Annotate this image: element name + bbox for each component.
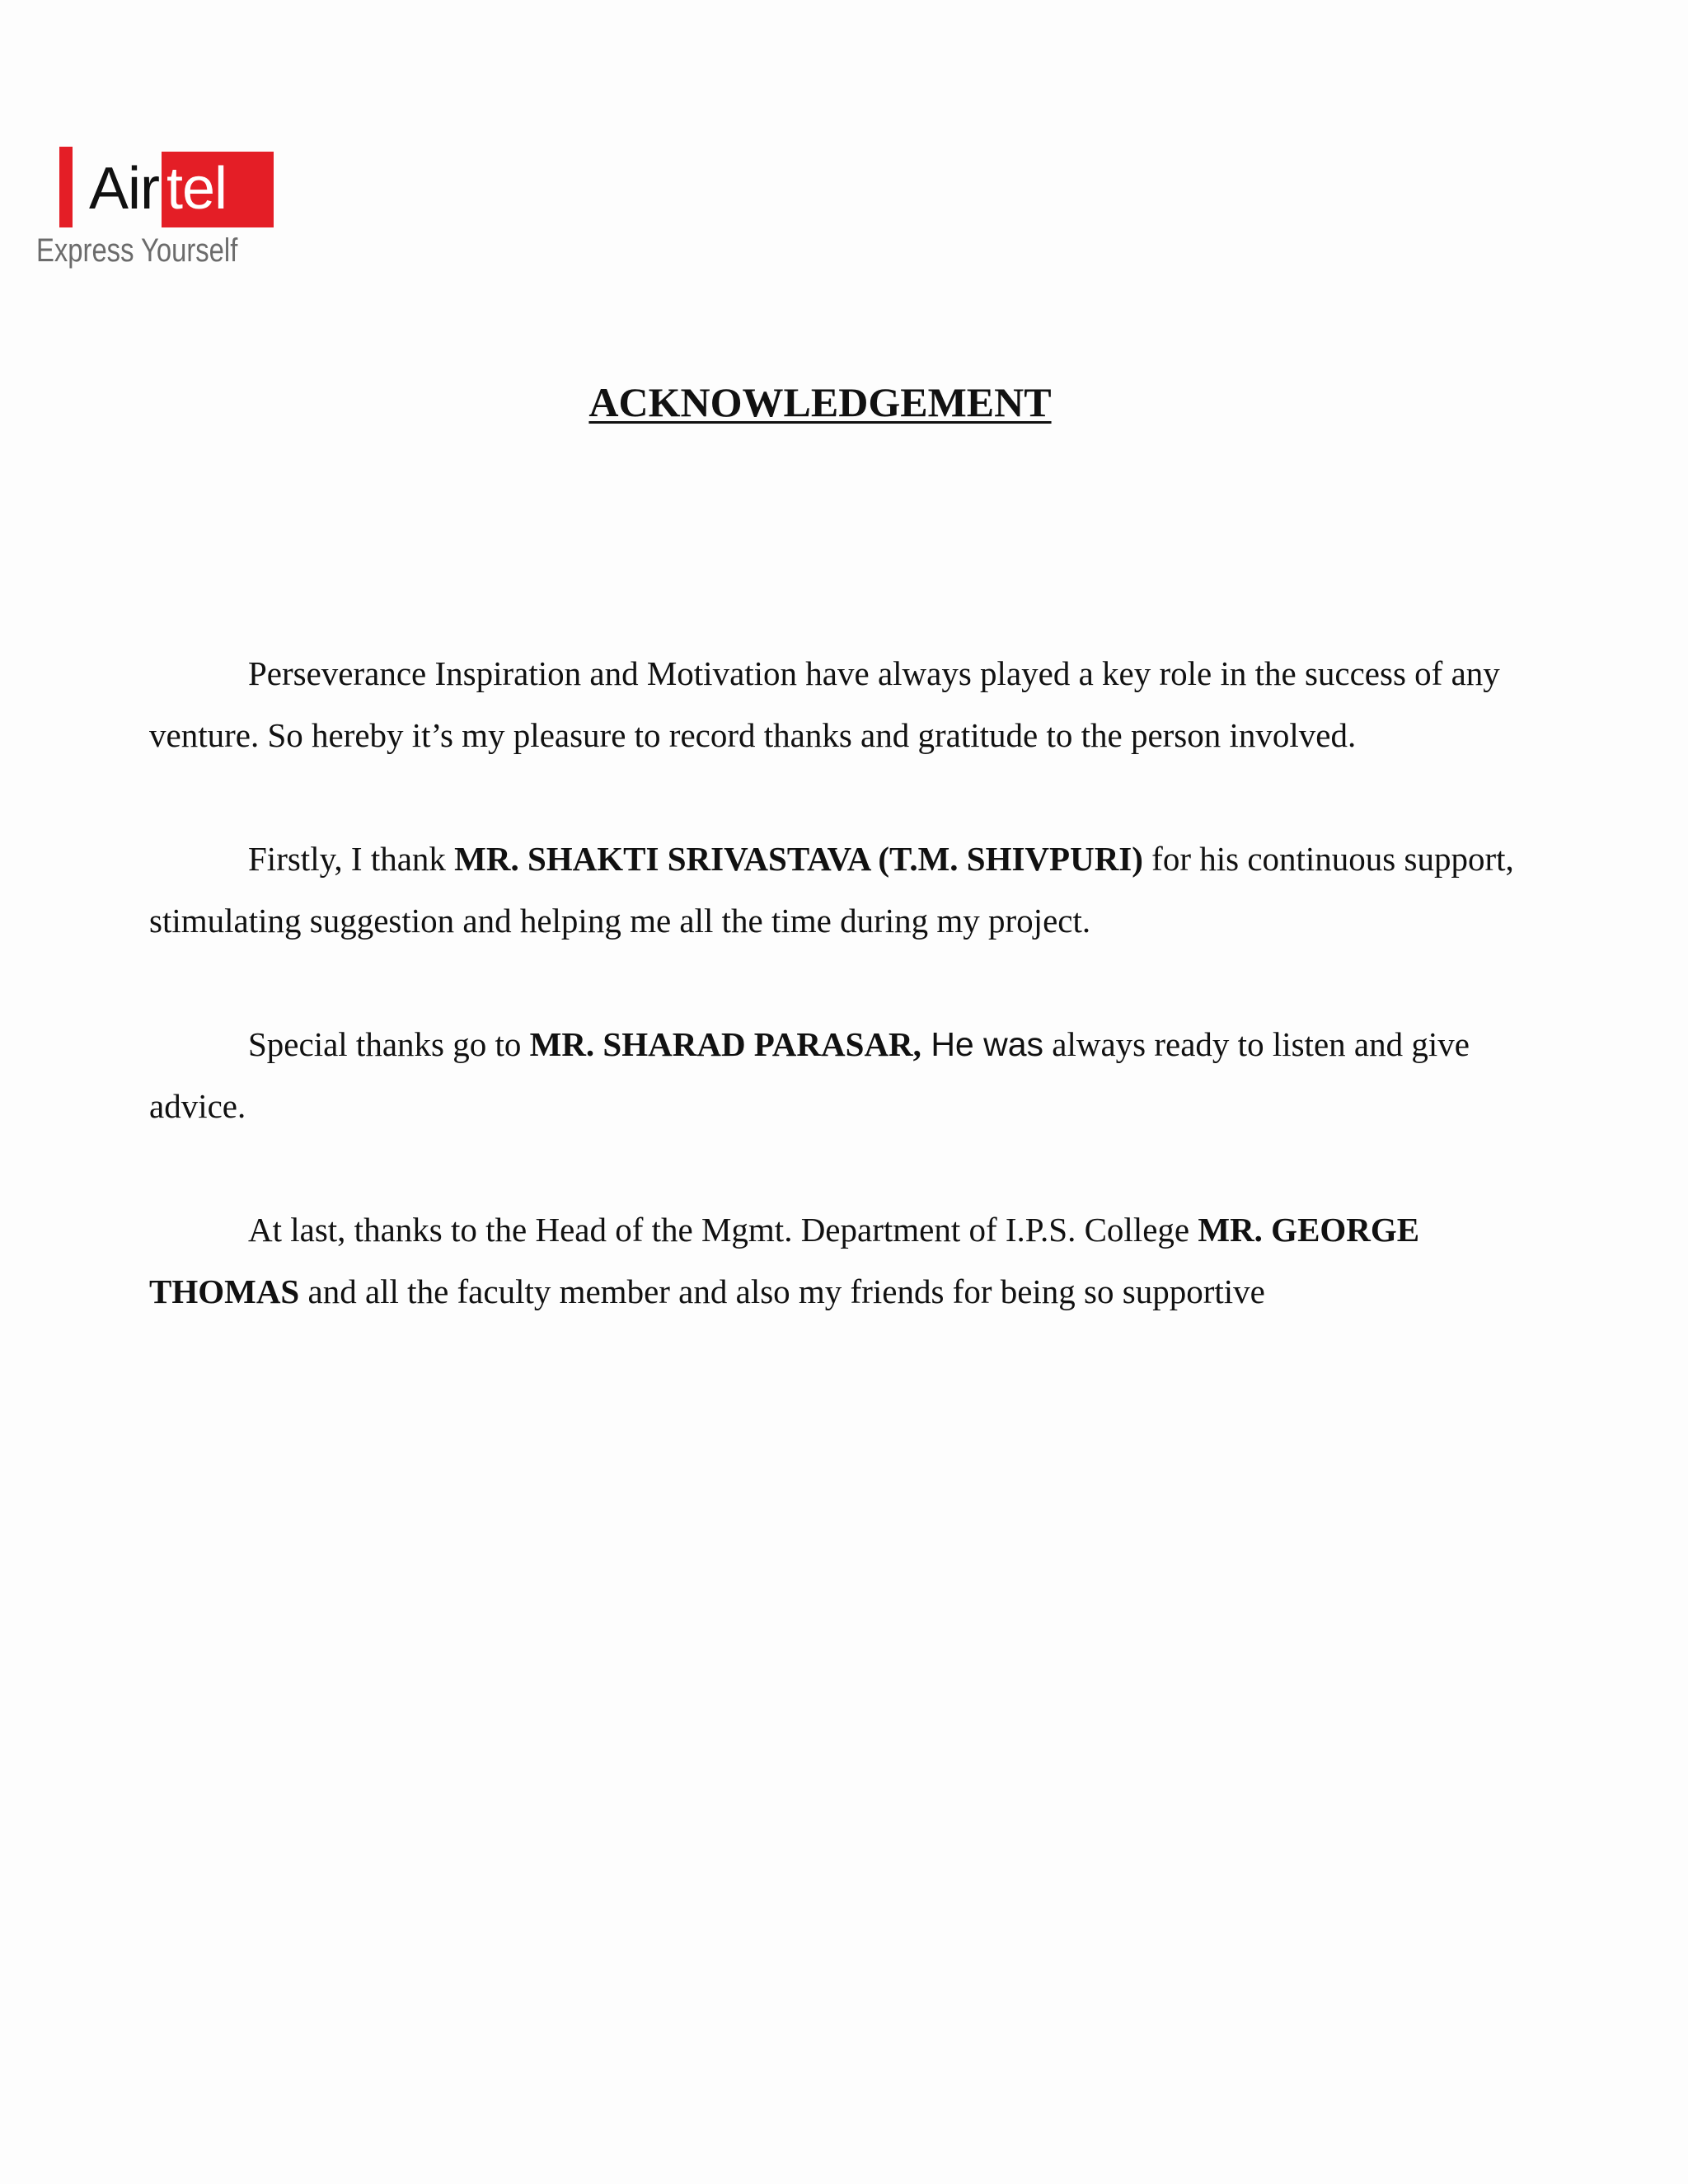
airtel-logo <box>36 142 275 282</box>
name-george-thomas: MR. GEORGE THOMAS <box>149 1211 1420 1310</box>
logo-red-bar <box>59 147 73 227</box>
logo-brand-part1: Air <box>89 156 159 222</box>
paragraph-thanks-thomas <box>149 1199 1517 1323</box>
p3-before: Special thanks go to <box>248 1025 530 1063</box>
logo-brand-part2: tel <box>166 156 227 222</box>
p3-after: always ready to listen and give advice. <box>149 1025 1470 1125</box>
p4-before: At last, thanks to the Head of the Mgmt. Department of I.P.S. College <box>248 1211 1198 1249</box>
paragraph-thanks-parasar <box>149 1014 1517 1137</box>
paragraph-intro <box>149 643 1517 766</box>
logo-mark <box>59 147 274 227</box>
document-body <box>149 643 1517 1385</box>
name-shakti-srivastava: MR. SHAKTI SRIVASTAVA (T.M. SHIVPURI) <box>454 840 1143 878</box>
p3-mid: He was <box>921 1025 1044 1063</box>
p2-after: for his continuous support, stimulating suggestion and helping me all the time during my project. <box>149 840 1514 940</box>
logo-tagline: Express Yourself <box>36 232 238 269</box>
p2-before: Firstly, I thank <box>248 840 455 878</box>
page-title: ACKNOWLEDGEMENT <box>588 379 1052 425</box>
paragraph-thanks-srivastava <box>149 828 1517 952</box>
name-sharad-parasar: MR. SHARAD PARASAR, <box>529 1025 921 1063</box>
p4-after: and all the faculty member and also my friends for being so supportive <box>299 1272 1265 1310</box>
paragraph-intro-text: Perseverance Inspiration and Motivation have always played a key role in the success of any venture. So hereby it’s my pleasure to record thanks and gratitude to the person involved. <box>149 654 1500 754</box>
